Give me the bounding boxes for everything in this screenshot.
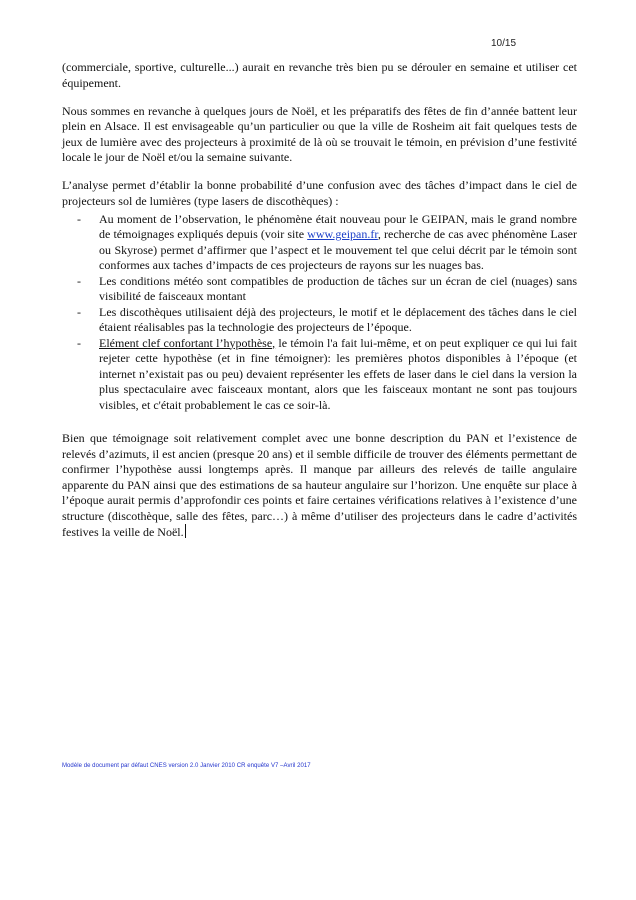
paragraph-conclusion[interactable] [62, 431, 577, 541]
spacer [62, 413, 577, 431]
document-footer: Modèle de document par défaut CNES version 2.0 Janvier 2010 CR enquête V7 –Avril 2017 [62, 763, 311, 769]
list-item [62, 274, 577, 305]
paragraph-intro: (commerciale, sportive, culturelle...) aurait en revanche très bien pu se dérouler en semaine et utiliser cet équipement. [62, 60, 577, 90]
text-cursor [185, 524, 186, 538]
bullet-text: Les conditions météo sont compatibles de production de tâches sur un écran de ciel (nuages) sans visibilité de faisceaux montant [99, 273, 577, 303]
paragraph-christmas-context: Nous sommes en revanche à quelques jours de Noël, et les préparatifs des fêtes de fin d’année battent leur plein en Alsace. Il est envisageable qu’un particulier ou que la ville de Rosheim ait fait quelques tests de jeux de lumière avec des projecteurs à proximité de là où se trouvait le témoin, en prévision d’une festivité locale le jour de Noël et/ou la semaine suivante. [62, 103, 577, 164]
key-element-phrase: Elément clef confortant l’hypothèse, [99, 335, 276, 350]
bullet-text: Au moment de l’observation, le phénomène était nouveau pour le GEIPAN, mais le grand nombre de témoignages expliqués depuis (voir site [99, 211, 577, 241]
paragraph-analysis: L’analyse permet d’établir la bonne probabilité d’une confusion avec des tâches d’impact dans le ciel de projecteurs sol de lumières (type lasers de discothèques) : [62, 178, 577, 208]
list-item [62, 336, 577, 414]
bullet-text: , recherche de cas avec phénomène Laser ou Skyrose) permet d’affirmer que l’aspect et le mouvement tel que celui décrit par le témoin sont conformes aux taches d’impacts de ces projecteurs de rayons sur les nuages bas. [99, 227, 577, 272]
bullet-text: le témoin l'a fait lui-même, et on peut expliquer ce qui lui fait rejeter cette hypothèse (et in fine témoigner): les premières photos disponibles à l’époque (et internet n’existait pas ou peu) devaient représenter les effets de laser dans le ciel dans la version la plus spectaculaire avec faisceaux montant, alors que les faisceaux montant ne sont pas toujours visibles, et c'était probablement le cas ce soir-là. [99, 335, 577, 412]
geipan-link[interactable]: www.geipan.fr [307, 227, 378, 241]
bullet-text: Les discothèques utilisaient déjà des projecteurs, le motif et le déplacement des tâches dans le ciel étaient réalisables pas la technologie des projecteurs de l’époque. [99, 304, 577, 334]
list-item [62, 305, 577, 336]
document-body [62, 60, 577, 553]
analysis-bullet-list [62, 212, 577, 414]
page-number: 10/15 [491, 38, 517, 49]
list-item [62, 212, 577, 274]
conclusion-text: Bien que témoignage soit relativement complet avec une bonne description du PAN et l’existence de relevés d’azimuts, il est ancien (presque 20 ans) et il semble difficile de trouver des éléments permettant de confirmer l’hypothèse aussi longtemps après. Il manque par ailleurs des relevés de taille angulaire apparente du PAN ainsi que des estimations de sa hauteur angulaire sur l’horizon. Une enquête sur place à l’époque aurait permis d’approfondir ces points et faire certaines vérifications relatives à l’existence d’une structure (discothèque, salle des fêtes, parc…) à même d’utiliser des projecteurs dans le cadre d’activités festives la veille de Noël. [62, 431, 577, 539]
